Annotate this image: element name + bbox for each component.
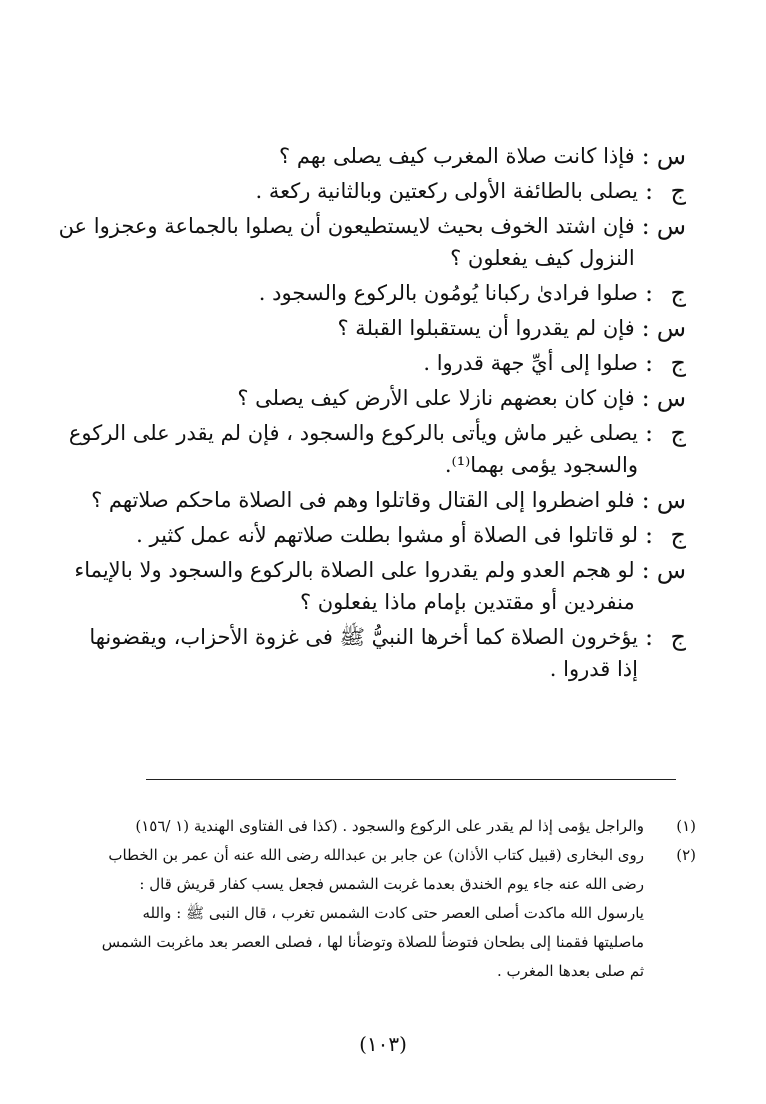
footnote-line: والراجل يؤمى إذا لم يقدر على الركوع والسجود . (كذا فى الفتاوى الهندية (١ /١٥٦) <box>135 817 644 835</box>
entry-text <box>96 312 635 344</box>
entry-colon: : <box>641 556 650 584</box>
entry-text <box>96 175 638 207</box>
entry-colon: : <box>641 486 650 514</box>
question-entry <box>91 484 686 516</box>
entry-marker: س <box>656 384 686 412</box>
footnote-line: رضى الله عنه جاء يوم الخندق بعدما غربت الشمس فجعل يسب كفار قريش قال : <box>139 875 644 893</box>
text-line: فإن كان بعضهم نازلا على الأرض كيف يصلى ؟ <box>237 386 635 410</box>
footnote-line: ثم صلى بعدها المغرب . <box>496 962 644 980</box>
entry-marker: ج <box>670 177 686 205</box>
entry-marker: ج <box>670 279 686 307</box>
text-line: فإن اشتد الخوف بحيث لايستطيعون أن يصلوا بالجماعة وعجزوا عن <box>58 214 635 238</box>
answer-entry <box>96 175 686 207</box>
entry-colon: : <box>641 384 650 412</box>
text-line: منفردين أو مقتدين بإمام ماذا يفعلون ؟ <box>299 590 635 614</box>
answer-entry <box>89 621 686 685</box>
text-line: فإذا كانت صلاة المغرب كيف يصلى بهم ؟ <box>279 144 635 168</box>
answer-entry <box>68 417 686 481</box>
answer-entry <box>96 347 686 379</box>
text-line: والسجود يؤمى بهما⁽¹⁾. <box>444 453 638 477</box>
entry-text <box>96 140 635 172</box>
entry-text <box>59 210 635 274</box>
entry-colon: : <box>644 349 654 377</box>
text-line: لو قاتلوا فى الصلاة أو مشوا بطلت صلاتهم لأنه عمل كثير . <box>136 523 638 547</box>
text-line: إذا قدروا . <box>549 657 638 681</box>
entry-marker: س <box>656 556 686 584</box>
entry-colon: : <box>641 314 650 342</box>
footnote <box>96 812 696 841</box>
footnote-line: ماصليتها فقمنا إلى بطحان فتوضأ للصلاة وتوضأنا لها ، فصلى العصر بعد ماغربت الشمس <box>101 933 644 951</box>
entry-text <box>96 277 638 309</box>
entry-text <box>69 417 638 481</box>
footnotes <box>96 812 696 986</box>
entry-text <box>96 519 638 551</box>
text-line: لو هجم العدو ولم يقدروا على الصلاة بالركوع والسجود ولا بالإيماء <box>74 558 635 582</box>
footnote <box>96 841 696 986</box>
footnote-line: يارسول الله ماكدت أصلى العصر حتى كادت الشمس تغرب ، قال النبى ﷺ : والله <box>142 904 644 922</box>
entry-colon: : <box>641 212 650 240</box>
footnote-line: روى البخارى (قبيل كتاب الأذان) عن جابر بن عبدالله رضى الله عنه أن عمر بن الخطاب <box>108 846 644 864</box>
entry-marker: س <box>656 314 686 342</box>
footnote-number: (١) <box>676 817 696 835</box>
question-answer-list <box>58 140 686 685</box>
entry-colon: : <box>644 419 654 447</box>
page-number: (١٠٣) <box>359 1032 407 1056</box>
entry-colon: : <box>644 177 654 205</box>
question-entry <box>96 382 686 414</box>
footnote-text <box>96 812 644 841</box>
question-entry <box>58 210 686 274</box>
question-entry <box>74 554 686 618</box>
entry-marker: س <box>656 142 686 170</box>
footnote-number: (٢) <box>676 846 696 864</box>
text-line: فإن لم يقدروا أن يستقبلوا القبلة ؟ <box>337 316 635 340</box>
entry-marker: س <box>656 486 686 514</box>
text-line: صلوا إلى أيِّ جهة قدروا . <box>423 351 638 375</box>
text-line: يصلى بالطائفة الأولى ركعتين وبالثانية ركعة . <box>255 179 638 203</box>
question-entry <box>96 312 686 344</box>
entry-marker: ج <box>670 349 686 377</box>
text-line: يؤخرون الصلاة كما أخرها النبيُّ ﷺ فى غزوة الأحزاب، ويقضونها <box>89 625 638 649</box>
entry-colon: : <box>644 623 654 651</box>
question-entry <box>96 140 686 172</box>
entry-colon: : <box>644 279 654 307</box>
entry-text <box>74 554 634 618</box>
entry-text <box>96 382 635 414</box>
entry-colon: : <box>644 521 654 549</box>
entry-marker: ج <box>670 419 686 447</box>
entry-text <box>91 484 635 516</box>
entry-colon: : <box>641 142 650 170</box>
entry-text <box>96 347 638 379</box>
entry-marker: ج <box>670 521 686 549</box>
text-line: فلو اضطروا إلى القتال وقاتلوا وهم فى الصلاة ماحكم صلاتهم ؟ <box>91 488 635 512</box>
footnote-text <box>96 841 644 986</box>
text-line: يصلى غير ماش ويأتى بالركوع والسجود ، فإن لم يقدر على الركوع <box>68 421 638 445</box>
answer-entry <box>96 519 686 551</box>
entry-marker: ج <box>670 623 686 651</box>
entry-text <box>89 621 638 685</box>
entry-marker: س <box>656 212 686 240</box>
text-line: صلوا فرادىٰ ركبانا يُومُون بالركوع والسجود . <box>258 281 638 305</box>
footnote-separator <box>146 779 676 780</box>
answer-entry <box>96 277 686 309</box>
text-line: النزول كيف يفعلون ؟ <box>450 246 635 270</box>
